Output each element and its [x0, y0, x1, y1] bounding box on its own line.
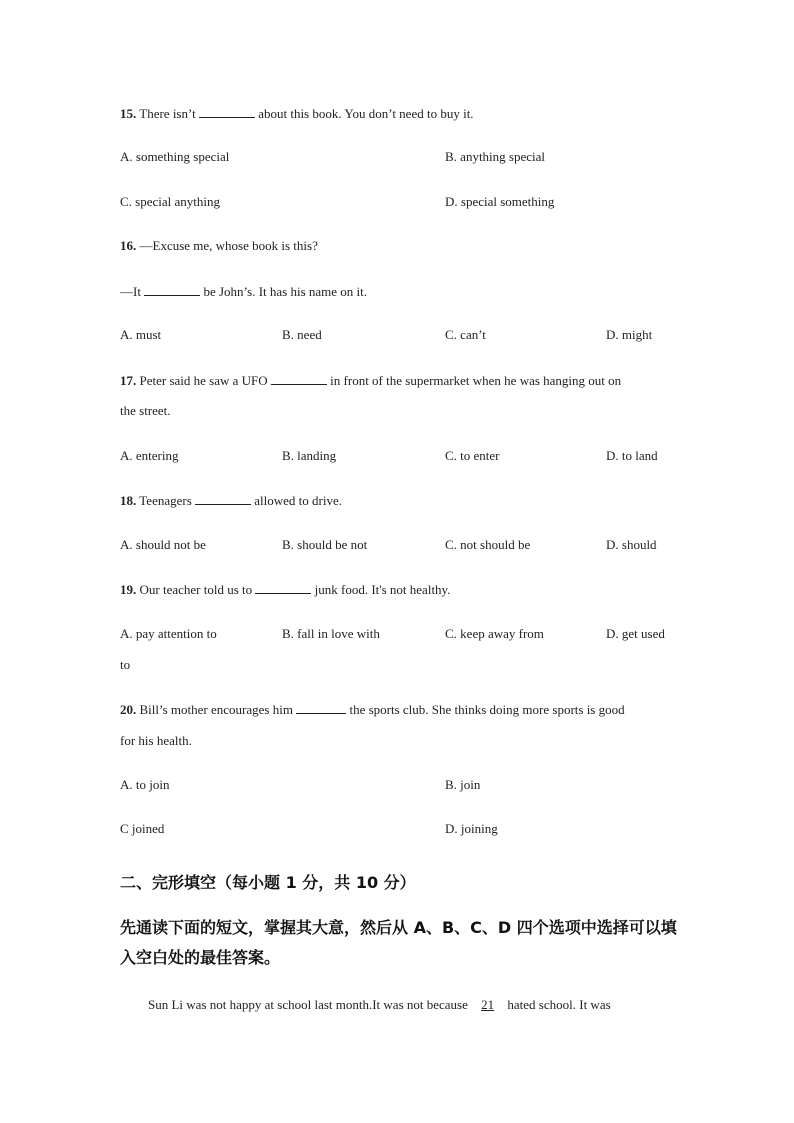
option-a[interactable]: A. to join	[120, 777, 170, 792]
question-text: in front of the supermarket when he was hanging out on	[326, 373, 622, 388]
option-b[interactable]: B. anything special	[445, 149, 546, 164]
question-number: 19.	[120, 582, 137, 597]
question-number: 15.	[120, 106, 137, 121]
question-text: be John’s. It has his name on it.	[200, 284, 368, 299]
passage-text: Sun Li was not happy at school last month.It was not because	[148, 997, 472, 1012]
section-instruction: 先通读下面的短文，掌握其大意，然后从 A、B、C、D 四个选项中选择可以填入空白处的最佳答案。	[120, 918, 677, 967]
option-c[interactable]: C. can’t	[445, 327, 486, 342]
option-d[interactable]: D. get used	[606, 626, 665, 641]
question-text: Peter said he saw a UFO	[136, 373, 271, 388]
answer-blank[interactable]	[144, 283, 200, 296]
question-text: Bill’s mother encourages him	[136, 702, 297, 717]
question-text: —Excuse me, whose book is this?	[136, 238, 318, 253]
section-title: 二、完形填空（每小题 1 分，共 10 分）	[120, 873, 416, 892]
question-18	[120, 492, 342, 509]
option-d[interactable]: D. might	[606, 327, 653, 342]
question-16	[120, 238, 318, 254]
option-b[interactable]: B. should be not	[282, 537, 368, 552]
question-text: Teenagers	[136, 493, 196, 508]
cloze-passage	[148, 997, 611, 1013]
option-a[interactable]: A. entering	[120, 448, 179, 463]
option-a[interactable]: A. something special	[120, 149, 230, 164]
option-a[interactable]: A. must	[120, 327, 162, 342]
option-b[interactable]: B. need	[282, 327, 322, 342]
option-d[interactable]: D. should	[606, 537, 657, 552]
option-d[interactable]: D. to land	[606, 448, 658, 463]
option-b[interactable]: B. fall in love with	[282, 626, 380, 641]
question-text: Our teacher told us to	[136, 582, 256, 597]
question-16-reply	[120, 283, 367, 300]
answer-blank[interactable]	[195, 492, 251, 505]
answer-blank[interactable]	[296, 701, 346, 714]
option-c[interactable]: C. special anything	[120, 194, 221, 209]
question-number: 18.	[120, 493, 137, 508]
question-number: 17.	[120, 373, 137, 388]
question-20	[120, 701, 625, 718]
option-a[interactable]: A. should not be	[120, 537, 206, 552]
question-17-continued: the street.	[120, 403, 171, 418]
question-text: There isn’t	[136, 106, 199, 121]
question-15	[120, 105, 474, 122]
option-c[interactable]: C. keep away from	[445, 626, 544, 641]
option-d[interactable]: D. special something	[445, 194, 555, 209]
answer-blank[interactable]	[255, 581, 311, 594]
option-a[interactable]: A. pay attention to	[120, 626, 217, 641]
question-text: about this book. You don’t need to buy it.	[254, 106, 474, 121]
question-text: allowed to drive.	[251, 493, 343, 508]
question-17	[120, 372, 621, 389]
question-20-continued: for his health.	[120, 733, 192, 748]
option-c[interactable]: C joined	[120, 821, 165, 836]
option-c[interactable]: C. to enter	[445, 448, 500, 463]
question-19	[120, 581, 450, 598]
option-d[interactable]: D. joining	[445, 821, 498, 836]
option-b[interactable]: B. landing	[282, 448, 337, 463]
cloze-blank-21[interactable]: 21	[481, 997, 495, 1012]
question-text: junk food. It's not healthy.	[311, 582, 451, 597]
question-text: —It	[120, 284, 145, 299]
option-b[interactable]: B. join	[445, 777, 481, 792]
passage-text: hated school. It was	[504, 997, 611, 1012]
question-text: the sports club. She thinks doing more sports is good	[346, 702, 625, 717]
option-c[interactable]: C. not should be	[445, 537, 531, 552]
question-number: 16.	[120, 238, 137, 253]
option-d-continued: to	[120, 657, 131, 672]
question-number: 20.	[120, 702, 137, 717]
answer-blank[interactable]	[199, 105, 255, 118]
answer-blank[interactable]	[271, 372, 327, 385]
